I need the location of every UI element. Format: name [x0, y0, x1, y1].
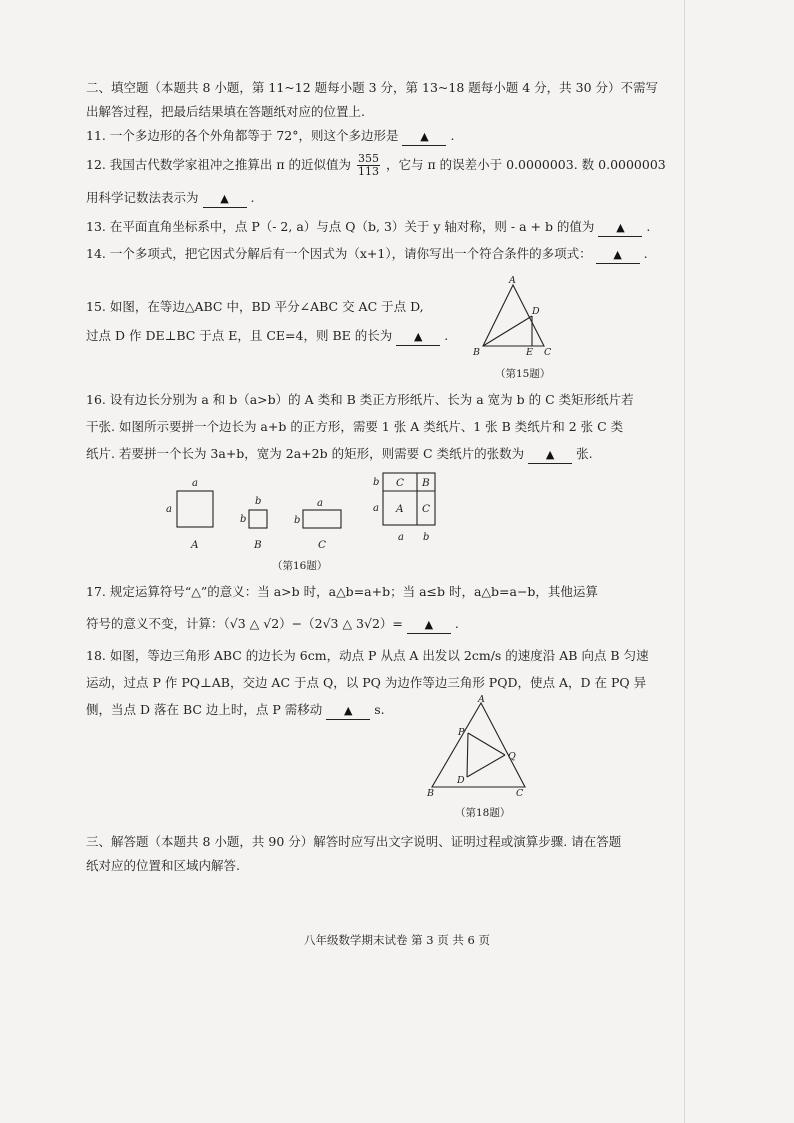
label-c: C — [516, 788, 524, 799]
answer-marker-icon: ▲ — [613, 248, 622, 261]
label-a-side: a — [166, 504, 172, 515]
page-footer: 八年级数学期末试卷 第 3 页 共 6 页 — [303, 933, 491, 947]
question-17-line2 — [86, 616, 459, 634]
answer-marker-icon: ▲ — [424, 618, 434, 631]
label-comp-bottom-a: a — [398, 532, 404, 543]
figure-16-paper-pieces — [160, 470, 450, 552]
label-q: Q — [508, 751, 516, 762]
section3-heading-line1: 三、解答题（本题共 8 小题，共 90 分）解答时应写出文字说明、证明过程或演算步骤. 请在答题 — [86, 834, 622, 849]
q13-answer-blank — [598, 219, 642, 237]
label-d: D — [532, 306, 540, 317]
answer-marker-icon: ▲ — [344, 704, 353, 717]
q14-end: . — [643, 246, 648, 261]
fraction-denominator: 113 — [358, 165, 379, 178]
q12-text-a: 12. 我国古代数学家祖冲之推算出 π 的近似值为 — [86, 157, 352, 172]
label-comp-b: b — [373, 477, 380, 488]
caption-b: B — [254, 539, 262, 551]
q12-answer-blank — [203, 190, 247, 208]
label-e: E — [526, 347, 533, 358]
figure-15-triangle — [465, 272, 575, 362]
question-17-line1: 17. 规定运算符号“△”的意义：当 a>b 时，a△b=a+b；当 a≤b 时，a△b=a−b，其他运算 — [86, 584, 598, 599]
section2-heading-line2: 出解答过程，把最后结果填在答题纸对应的位置上. — [86, 104, 365, 119]
q13-text: 13. 在平面直角坐标系中，点 P（- 2, a）与点 Q（b, 3）关于 y 轴对称，则 - a + b 的值为 — [86, 219, 595, 234]
question-13 — [86, 219, 650, 237]
section3-heading-line2: 纸对应的位置和区域内解答. — [86, 858, 240, 873]
label-c: C — [544, 347, 552, 358]
answer-marker-icon: ▲ — [414, 330, 423, 343]
question-18-line3 — [86, 702, 385, 720]
q14-text: 14. 一个多项式，把它因式分解后有一个因式为（x+1），请你写出一个符合条件的多项式： — [86, 246, 592, 261]
q15-end: . — [444, 328, 449, 343]
label-p: P — [458, 727, 465, 738]
label-comp-bottom-b: b — [423, 532, 430, 543]
q18-line3: 侧，当点 D 落在 BC 边上时，点 P 需移动 — [86, 702, 323, 717]
label-a-top: a — [192, 478, 198, 489]
q11-text: 11. 一个多边形的各个外角都等于 72°，则这个多边形是 — [86, 128, 399, 143]
q15-line2: 过点 D 作 DE⊥BC 于点 E，且 CE=4，则 BE 的长为 — [86, 328, 393, 343]
question-16-line1: 16. 设有边长分别为 a 和 b（a>b）的 A 类和 B 类正方形纸片、长为 a 宽为 b 的 C 类矩形纸片若 — [86, 392, 634, 407]
q16-line3: 纸片. 若要拼一个长为 3a+b，宽为 2a+2b 的矩形，则需要 C 类纸片的张数为 — [86, 446, 525, 461]
label-a: A — [509, 275, 516, 286]
label-a: A — [478, 695, 485, 705]
label-comp-a: a — [373, 503, 379, 514]
q11-end: . — [450, 128, 455, 143]
question-18-line1: 18. 如图，等边三角形 ABC 的边长为 6cm，动点 P 从点 A 出发以 2cm/s 的速度沿 AB 向点 B 匀速 — [86, 648, 649, 663]
fraction-numerator: 355 — [358, 152, 379, 165]
figure-18-triangle — [420, 695, 540, 800]
pi-approx-fraction — [357, 153, 380, 178]
answer-marker-icon: ▲ — [220, 192, 229, 205]
segment-pd — [467, 733, 468, 777]
figure-16-caption: （第16题） — [272, 560, 328, 572]
label-d: D — [457, 775, 465, 786]
cell-c-top: C — [396, 477, 405, 489]
q15-answer-blank — [396, 328, 440, 346]
label-c-side: b — [294, 515, 301, 526]
cell-a: A — [396, 503, 404, 515]
q12-end: . — [250, 190, 255, 205]
q17-answer-blank — [407, 616, 451, 634]
figure-18-caption: （第18题） — [455, 807, 511, 819]
q11-answer-blank — [402, 128, 446, 146]
scan-edge-line — [684, 0, 685, 1123]
q14-answer-blank — [596, 246, 640, 264]
cell-c-right: C — [422, 503, 431, 515]
caption-c: C — [318, 539, 327, 551]
label-b: B — [427, 788, 434, 799]
question-18-line2: 运动，过点 P 作 PQ⊥AB，交边 AC 于点 Q，以 PQ 为边作等边三角形 PQD，使点 A，D 在 PQ 异 — [86, 675, 647, 690]
q13-end: . — [646, 219, 651, 234]
q18-answer-blank — [326, 702, 370, 720]
q16-end: 张. — [576, 446, 593, 461]
label-b-top: b — [255, 496, 262, 507]
question-12-line2 — [86, 190, 254, 208]
answer-marker-icon: ▲ — [545, 448, 555, 461]
question-15-line2 — [86, 328, 448, 346]
figure-15-caption: （第15题） — [495, 368, 551, 380]
question-16-line3 — [86, 446, 593, 464]
cell-b: B — [422, 477, 430, 489]
segment-pq — [468, 733, 505, 755]
caption-a: A — [191, 539, 199, 551]
label-b-side: b — [240, 514, 247, 525]
question-11 — [86, 128, 454, 146]
question-12-line1 — [86, 150, 666, 180]
label-b: B — [473, 347, 480, 358]
question-14 — [86, 246, 648, 264]
q17-line2: 符号的意义不变，计算：（√3 △ √2）−（2√3 △ 3√2）= — [86, 616, 403, 631]
square-b — [249, 510, 267, 528]
section2-heading-line1: 二、填空题（本题共 8 小题，第 11~12 题每小题 3 分，第 13~18 题每小题 4 分，共 30 分）不需写 — [86, 80, 659, 95]
q12-line2: 用科学记数法表示为 — [86, 190, 199, 205]
triangle-abc — [432, 703, 525, 787]
segment-dq — [467, 755, 505, 777]
rect-c — [303, 510, 341, 528]
q18-end: s. — [374, 702, 385, 717]
question-15-line1: 15. 如图，在等边△ABC 中，BD 平分∠ABC 交 AC 于点 D, — [86, 299, 424, 314]
q12-text-b: ，它与 π 的误差小于 0.0000003. 数 0.0000003 — [385, 157, 666, 172]
answer-marker-icon: ▲ — [420, 130, 429, 143]
square-a — [177, 491, 213, 527]
question-16-line2: 干张. 如图所示要拼一个边长为 a+b 的正方形，需要 1 张 A 类纸片、1 张 B 类纸片和 2 张 C 类 — [86, 419, 624, 434]
label-c-top: a — [317, 498, 323, 509]
answer-marker-icon: ▲ — [616, 221, 625, 234]
q16-answer-blank — [528, 446, 572, 464]
q17-end: . — [454, 616, 459, 631]
